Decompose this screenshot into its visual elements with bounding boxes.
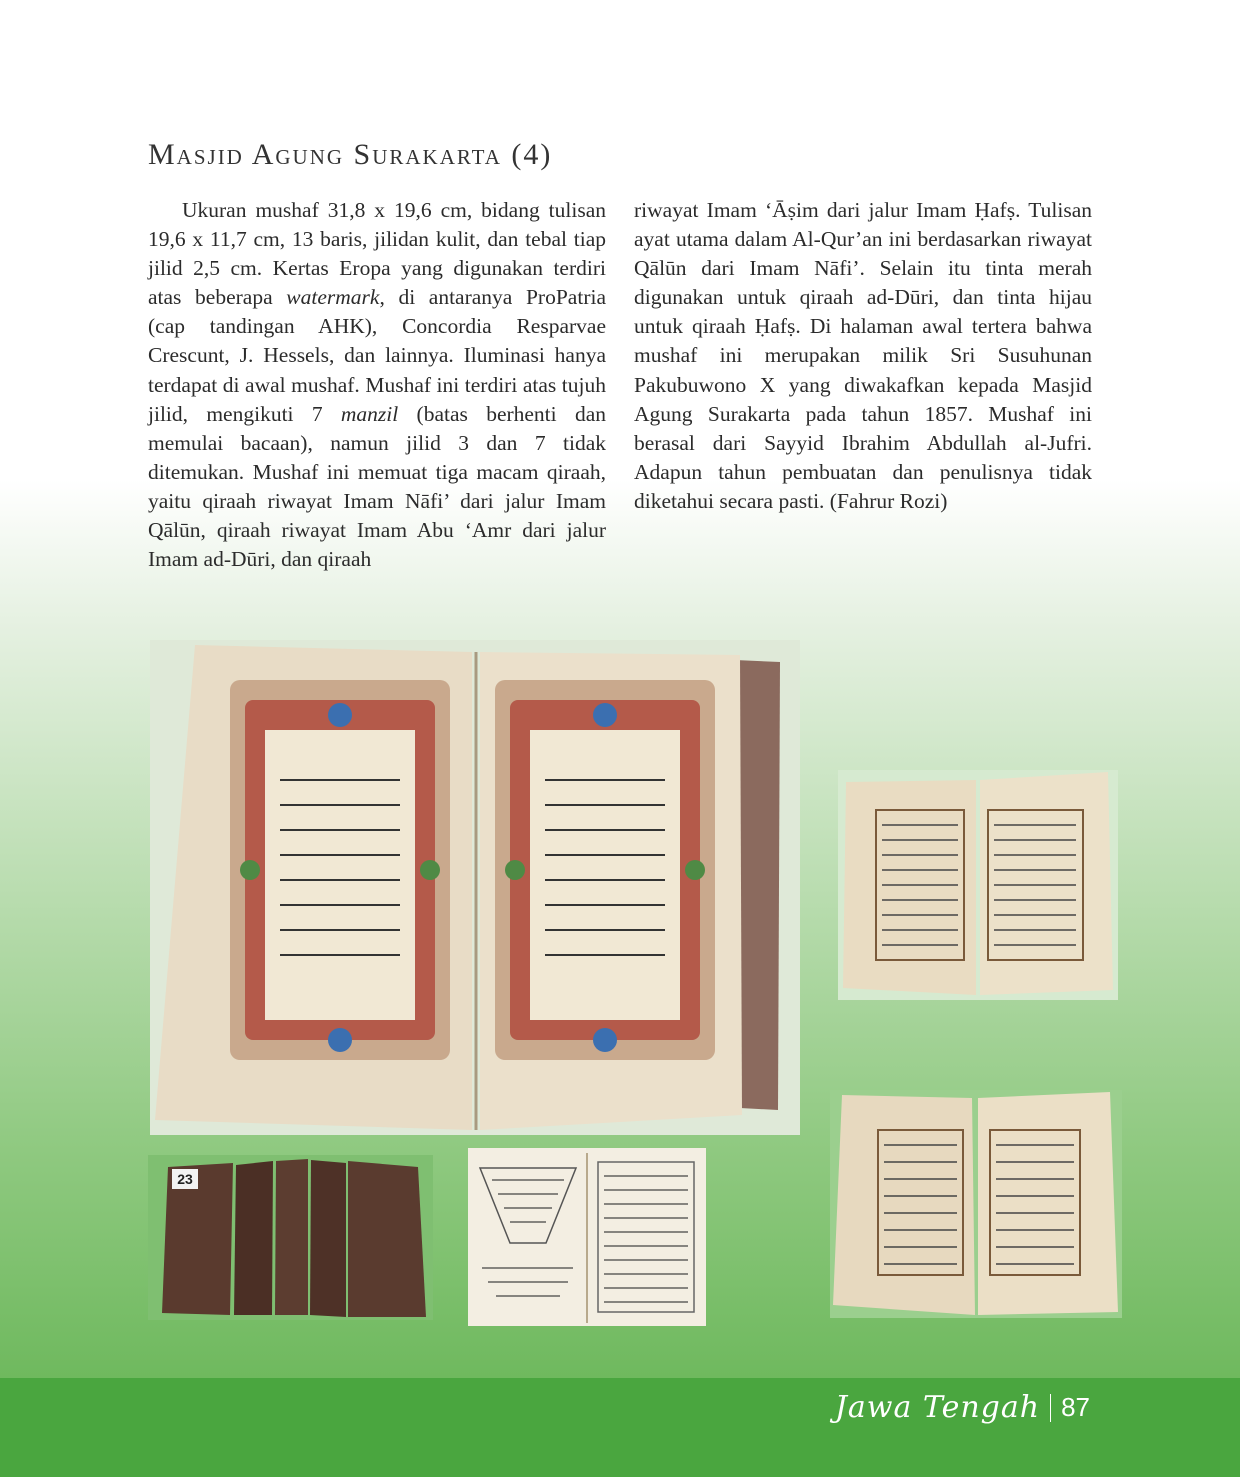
italic-term: manzil bbox=[340, 401, 399, 426]
photo-mushaf-text-pages-bottom bbox=[830, 1090, 1122, 1318]
italic-term: watermark bbox=[286, 285, 380, 310]
photo-illuminated-mushaf-opening bbox=[150, 640, 800, 1135]
article-paragraph-continued: riwayat Imam ‘Āṣim dari jalur Imam Ḥafṣ. Tulisan ayat utama dalam Al-Qur’an ini berdasarkan riwayat Qālūn dari Imam Nāfi’. Selain itu tinta merah digunakan untuk qiraah ad-Dūri, dan tinta hijau untuk qiraah Ḥafṣ. Di halaman awal tertera bahwa mushaf ini merupakan milik Sri Susuhunan Pakubuwono X yang diwakafkan kepada Masjid Agung Surakarta pada tahun 1857. Mushaf ini berasal dari Sayyid Ibrahim Abdullah al-Jufri. Adapun tahun pembuatan dan penulisnya tidak diketahui secara pasti. (Fahrur Rozi) bbox=[634, 198, 1092, 513]
text-run: , di antaranya ProPatria (cap tandingan AHK), Concordia Resparvae Crescunt, J. Hessels, dan lainnya. Iluminasi hanya terdapat di awal mushaf. Mushaf ini terdiri atas tujuh jilid, mengikuti 7 bbox=[148, 285, 606, 426]
volume-number-label: 23 bbox=[177, 1171, 193, 1187]
article-body-right-column bbox=[634, 196, 1092, 516]
page-number: 87 bbox=[1061, 1392, 1090, 1422]
photo-mushaf-text-pages-top bbox=[838, 770, 1118, 1000]
footer-separator bbox=[1050, 1394, 1051, 1422]
article-title: Masjid Agung Surakarta (4) bbox=[148, 138, 553, 171]
text-run: Ukuran mushaf 31,8 x 19,6 cm, bidang tulisan 19,6 x 11,7 cm, 13 baris, jilidan kulit, dan tebal tiap jilid 2,5 cm. Kertas Eropa yang digunakan terdiri atas beberapa bbox=[148, 198, 606, 310]
text-run: (batas berhenti dan memulai bacaan), namun jilid 3 dan 7 tidak ditemukan. Mushaf ini memuat tiga macam qiraah, yaitu qiraah riwayat Imam Nāfi’ dari jalur Imam Qālūn, qiraah riwayat Imam Abu ‘Amr dari jalur Imam ad-Dūri, dan qiraah bbox=[148, 401, 606, 572]
footer-running-head bbox=[835, 1390, 1090, 1425]
article-body-left-column bbox=[148, 196, 606, 574]
photo-mushaf-leather-covers bbox=[148, 1155, 433, 1320]
article-paragraph bbox=[148, 196, 606, 574]
photo-mushaf-colophon-pages bbox=[468, 1148, 706, 1326]
footer-region-name: Jawa Tengah bbox=[834, 1390, 1041, 1425]
